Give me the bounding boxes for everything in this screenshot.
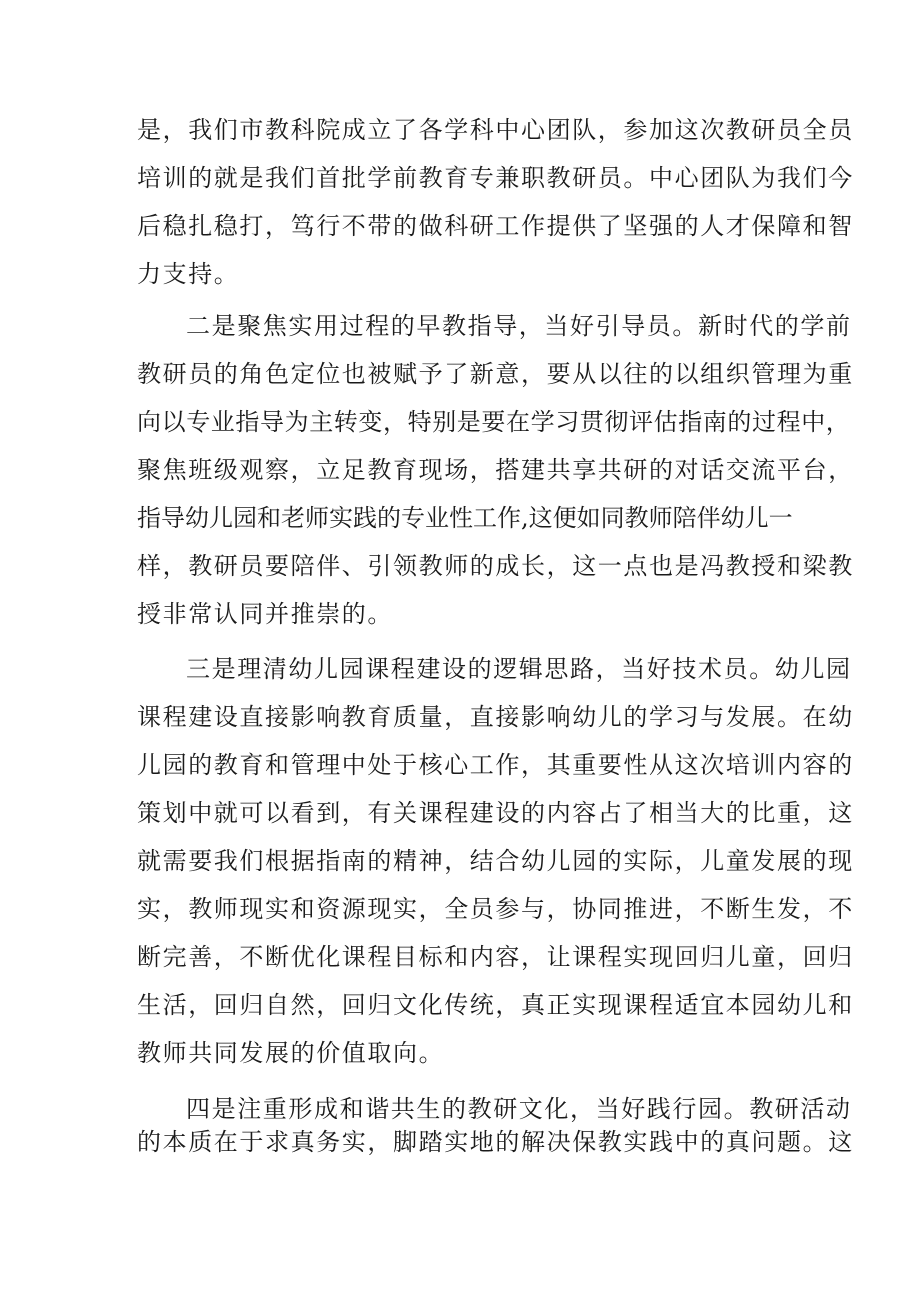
text-line: 指导幼儿园和老师实践的专业性工作,这便如同教师陪伴幼儿一: [137, 504, 793, 532]
text-line: 向以专业指导为主转变，特别是要在学习贯彻评估指南的过程中，: [137, 408, 851, 436]
paragraph-first-line: 四是注重形成和谐共生的教研文化，当好践行园。教研活动: [186, 1095, 852, 1123]
text-line: 培训的就是我们首批学前教育专兼职教研员。中心团队为我们今: [137, 164, 854, 192]
text-line: 是，我们市教科院成立了各学科中心团队，参加这次教研员全员: [137, 116, 854, 144]
text-line: 样，教研员要陪伴、引领教师的成长，这一点也是冯教授和梁教: [137, 552, 854, 580]
text-line: 生活，回归自然，回归文化传统，真正实现课程适宜本园幼儿和: [137, 991, 854, 1019]
text-line: 实，教师现实和资源现实，全员参与，协同推进，不断生发，不: [137, 895, 854, 923]
text-line: 教研员的角色定位也被赋予了新意，要从以往的以组织管理为重: [137, 360, 854, 388]
text-line: 力支持。: [137, 260, 240, 288]
text-line: 后稳扎稳打，笃行不带的做科研工作提供了坚强的人才保障和智: [137, 212, 854, 240]
text-line: 的本质在于求真务实，脚踏实地的解决保教实践中的真问题。这: [137, 1128, 854, 1156]
text-line: 就需要我们根据指南的精神，结合幼儿园的实际，儿童发展的现: [137, 847, 854, 875]
text-line: 授非常认同并推崇的。: [137, 600, 393, 628]
text-line: 教师共同发展的价值取向。: [137, 1039, 445, 1067]
paragraph-first-line: 二是聚焦实用过程的早教指导，当好引导员。新时代的学前: [186, 312, 852, 340]
text-line: 聚焦班级观察，立足教育现场，搭建共享共研的对话交流平台，: [137, 456, 854, 484]
paragraph-first-line: 三是理清幼儿园课程建设的逻辑思路，当好技术员。幼儿园: [186, 655, 852, 683]
text-line: 断完善，不断优化课程目标和内容，让课程实现回归儿童，回归: [137, 943, 854, 971]
text-line: 策划中就可以看到，有关课程建设的内容占了相当大的比重，这: [137, 799, 854, 827]
text-line: 课程建设直接影响教育质量，直接影响幼儿的学习与发展。在幼: [137, 703, 854, 731]
text-line: 儿园的教育和管理中处于核心工作，其重要性从这次培训内容的: [137, 751, 854, 779]
